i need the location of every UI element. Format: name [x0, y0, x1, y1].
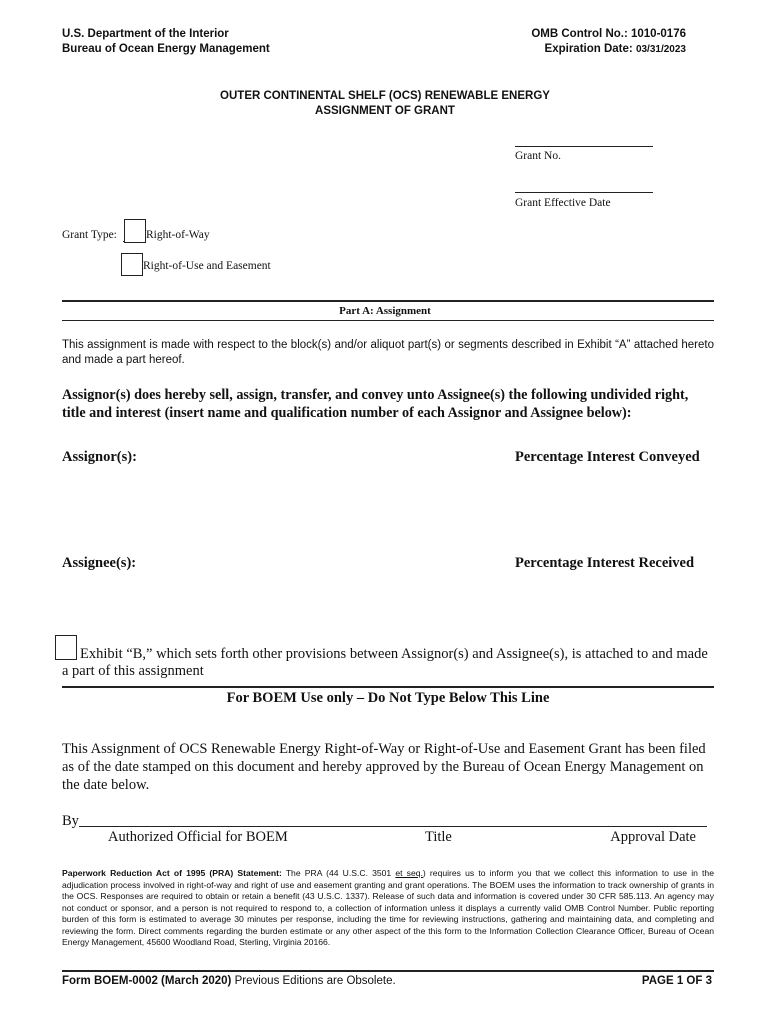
right-of-way-checkbox[interactable]: [124, 219, 146, 243]
agency-name-line1: U.S. Department of the Interior: [62, 28, 229, 40]
footer-rule: [62, 970, 714, 972]
right-of-use-checkbox[interactable]: [121, 253, 143, 276]
form-title-line2: ASSIGNMENT OF GRANT: [315, 105, 455, 117]
title-label: Title: [425, 829, 452, 845]
grant-effective-date-field[interactable]: [515, 192, 653, 193]
by-label: By: [62, 813, 79, 829]
authorized-official-label: Authorized Official for BOEM: [108, 829, 288, 845]
right-of-way-label: Right-of-Way: [146, 229, 210, 241]
grant-number-field[interactable]: [515, 146, 653, 147]
grant-effective-date-label: Grant Effective Date: [515, 197, 611, 209]
form-id: Form BOEM-0002 (March 2020): [62, 975, 232, 987]
editions-note: Previous Editions are Obsolete.: [234, 975, 396, 987]
form-identifier: [62, 975, 396, 987]
exhibit-b-text: Exhibit “B,” which sets forth other provisions between Assignor(s) and Assignee(s), is attached to and made a part of this assignment: [62, 646, 708, 679]
grant-number-label: Grant No.: [515, 150, 561, 162]
part-a-bottom-rule: [62, 320, 714, 321]
assignor-entry-area[interactable]: [62, 472, 714, 542]
assignee-entry-area[interactable]: [62, 578, 714, 628]
right-of-use-label: Right-of-Use and Easement: [143, 260, 271, 272]
pra-et-seq: et seq.: [395, 868, 423, 878]
pra-text-start: The PRA (44 U.S.C. 3501: [285, 868, 392, 878]
expiration-label: Expiration Date:: [544, 43, 633, 55]
expiration-date: [545, 42, 686, 57]
pra-heading: Paperwork Reduction Act of 1995 (PRA) Statement:: [62, 868, 282, 878]
boem-use-heading: For BOEM Use only – Do Not Type Below This Line: [226, 690, 550, 706]
percentage-received-label: Percentage Interest Received: [515, 555, 695, 571]
agency-name-line2: Bureau of Ocean Energy Management: [62, 43, 270, 55]
pra-text-rest: ) requires us to inform you that we collect this information to use in the adjudication process involved in right-of-way and right of use and easement granting and grant operations. The BOEM uses the information to track ownership of grants in the OCS. Responses are required to obtain or retain a benefit (43 U.S.C. 1337). Release of such data and information is covered under 30 CFR 585.113. An agency may not conduct or sponsor, and a person is not required to respond to, a collection of information unless it displays a currently valid OMB Control Number. Public reporting burden of this form is estimated to average 30 minutes per response, including the time for reviewing instructions, gathering and maintaining data, and completing and reviewing the form. Direct comments regarding the burden estimate or any other aspect of the this form to the Information Collection Clearance Officer, Bureau of Ocean Energy Management, 45600 Woodland Road, Sterling, Virginia 20166.: [62, 868, 714, 947]
part-a-heading: Part A: Assignment: [339, 305, 431, 317]
grant-type-label: Grant Type:: [62, 229, 117, 241]
conveyance-statement: Assignor(s) does hereby sell, assign, transfer, and convey unto Assignee(s) the following undivided right, title and interest (insert name and qualification number of each Assignor and Assignee below):: [62, 387, 689, 421]
assignor-label: Assignor(s):: [62, 449, 137, 465]
assignment-intro-text: This assignment is made with respect to the block(s) and/or aliquot part(s) or segments described in Exhibit “A” attached hereto and made a part hereof.: [62, 339, 714, 366]
assignee-label: Assignee(s):: [62, 555, 137, 571]
approval-statement: This Assignment of OCS Renewable Energy Right-of-Way or Right-of-Use and Easement Grant has been filed as of the date stamped on this document and hereby approved by the Bureau of Ocean Energy Management on the date below.: [62, 741, 706, 793]
page-number: PAGE 1 OF 3: [641, 975, 712, 987]
approval-date-label: Approval Date: [610, 829, 696, 845]
omb-control-number: OMB Control No.: 1010-0176: [531, 28, 686, 40]
form-title-line1: OUTER CONTINENTAL SHELF (OCS) RENEWABLE ENERGY: [220, 90, 550, 102]
signature-line[interactable]: [79, 826, 707, 827]
expiration-value: 03/31/2023: [635, 44, 686, 55]
boem-section-rule: [62, 686, 714, 688]
part-a-top-rule: [62, 300, 714, 302]
pra-statement: [62, 868, 714, 949]
percentage-conveyed-label: Percentage Interest Conveyed: [515, 449, 700, 465]
